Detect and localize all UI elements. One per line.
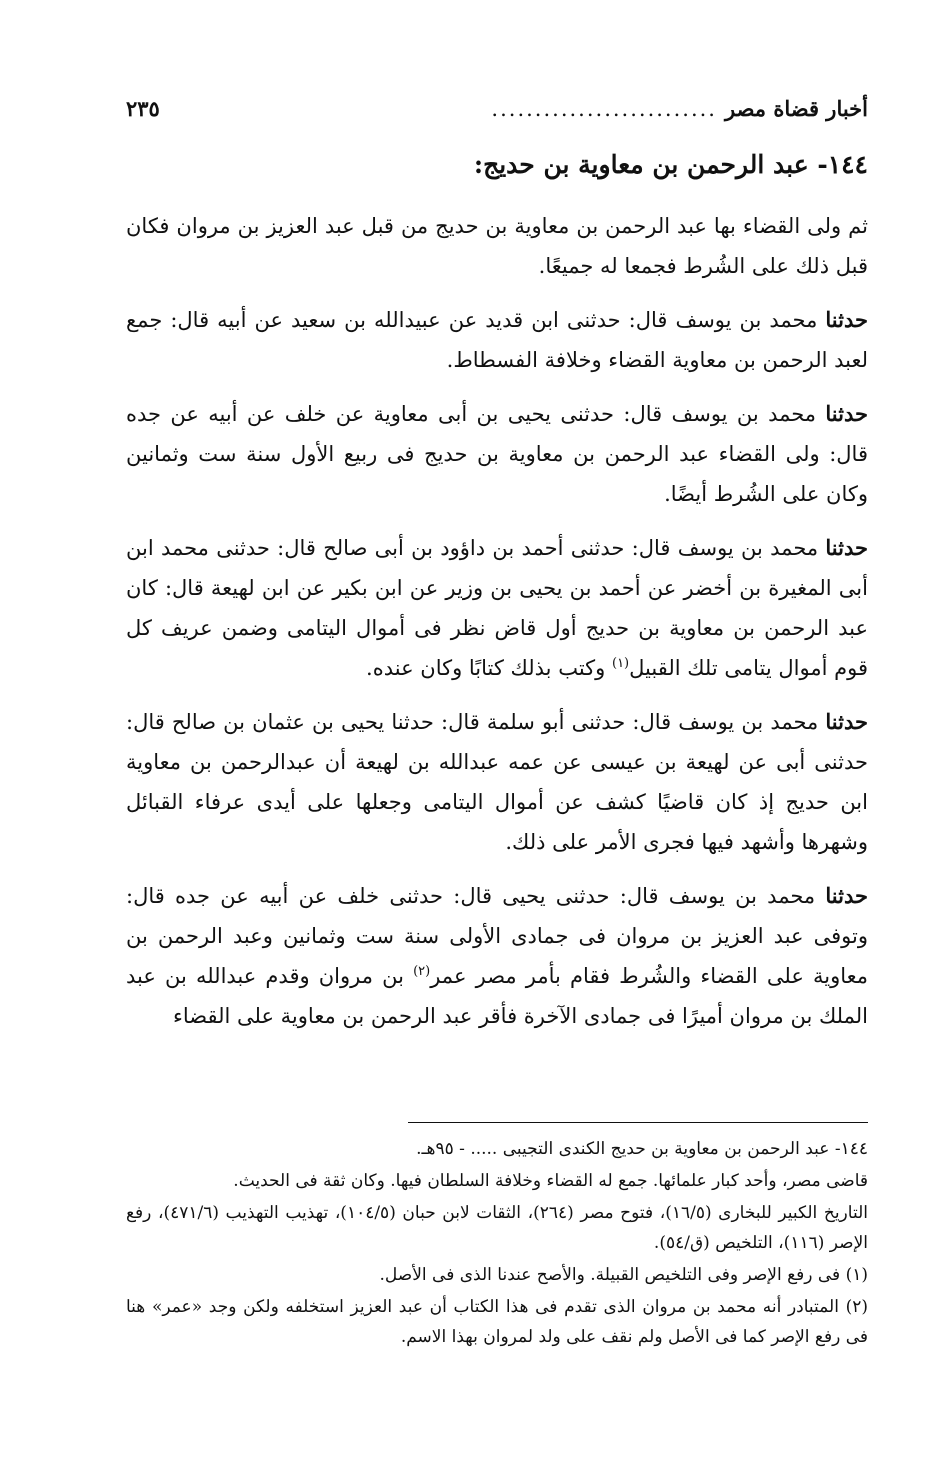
paragraph-lead: حدثنا [825,307,868,332]
paragraph [126,528,868,688]
paragraph-lead: حدثنا [825,709,868,734]
paragraph-text: محمد بن يوسف قال: حدثنى أحمد بن داؤود بن أبى صالح قال: حدثنى محمد ابن أبى المغيرة بن أخضر عن أحمد بن يحيى بن وزير عن ابن بكير عن ابن لهيعة قال: كان عبد الرحمن بن معاوية بن حديج أول قاض نظر فى أموال اليتامى وضمن عريف كل قوم أموال يتامى تلك القبيل [126,536,868,680]
paragraph-text: محمد بن يوسف قال: حدثنى يحيى بن أبى معاوية عن خلف عن أبيه عن جده قال: ولى القضاء عبد الرحمن بن معاوية بن حديج فى ربيع الأول سنة ست وثمانين وكان على الشُرط أيضًا. [126,402,868,506]
paragraph-text: محمد بن يوسف قال: حدثنى أبو سلمة قال: حدثنا يحيى بن عثمان بن صالح قال: حدثنى أبى عن لهيعة بن عيسى عن عمه عبدالله بن لهيعة أن عبدالرحمن بن معاوية ابن حديج إذ كان قاضيًا كشف عن أموال اليتامى وجعلها على أيدى عرفاء القبائل وشهرها وأشهد فيها فجرى الأمر على ذلك. [126,710,868,854]
footnote: (١) فى رفع الإصر وفى التلخيص القبيلة. والأصح عندنا الذى فى الأصل. [379,1265,868,1285]
page-number: ٢٣٥ [126,96,160,121]
leader-dots: .......................... [491,97,717,121]
footnote: التاريخ الكبير للبخارى (١٦/٥)، فتوح مصر (٢٦٤)، الثقات لابن حبان (١٠٤/٥)، تهذيب التهذيب (٤٧١/٦)، رفع الإصر (١١٦)، التلخيص (ق/٥٤). [126,1203,868,1253]
paragraph [126,300,868,380]
footnote-marker: (١) [611,656,630,671]
footnotes [126,1134,868,1354]
paragraph [126,206,868,286]
paragraph-text: محمد بن يوسف قال: حدثنى ابن قديد عن عبيدالله بن سعيد عن أبيه قال: جمع لعبد الرحمن بن معاوية القضاء وخلافة الفسطاط. [126,308,868,372]
footnote-separator [408,1122,868,1123]
footnote: ١٤٤- عبد الرحمن بن معاوية بن حديج الكندى التجيبى ..... - ٩٥هـ. [416,1139,868,1159]
paragraph-lead: حدثنا [825,883,868,908]
paragraph-lead: حدثنا [825,401,868,426]
running-header [126,96,868,121]
footnote: قاضى مصر، وأحد كبار علمائها. جمع له القضاء وخلافة السلطان فيها. وكان ثقة فى الحديث. [233,1171,868,1191]
paragraph-text: ثم ولى القضاء بها عبد الرحمن بن معاوية بن حديج من قبل عبد العزيز بن مروان فكان قبل ذلك على الشُرط فجمعا له جميعًا. [126,214,868,278]
body-text [126,206,868,1050]
paragraph [126,702,868,862]
paragraph [126,876,868,1036]
running-title: أخبار قضاة مصر [724,96,868,121]
paragraph-text-tail: وكتب بذلك كتابًا وكان عنده. [366,656,612,680]
footnote: (٢) المتبادر أنه محمد بن مروان الذى تقدم فى هذا الكتاب أن عبد العزيز استخلفه ولكن وجد «عمر» هنا فى رفع الإصر كما فى الأصل ولم نقف على ولد لمروان بهذا الاسم. [126,1297,868,1347]
paragraph-text-tail: بن مروان وقدم عبدالله بن عبد الملك بن مروان أميرًا فى جمادى الآخرة فأقر عبد الرحمن بن معاوية على القضاء [126,964,868,1028]
paragraph-lead: حدثنا [825,535,868,560]
paragraph-text: محمد بن يوسف قال: حدثنى يحيى قال: حدثنى خلف عن أبيه عن جده قال: وتوفى عبد العزيز بن مروان فى جمادى الأولى سنة ست وثمانين وعبد الرحمن بن معاوية على القضاء والشُرط فقام بأمر مصر عمر [126,884,869,988]
footnote-marker: (٢) [413,964,431,979]
paragraph [126,394,868,514]
section-title: ١٤٤- عبد الرحمن بن معاوية بن حديج: [473,150,868,179]
